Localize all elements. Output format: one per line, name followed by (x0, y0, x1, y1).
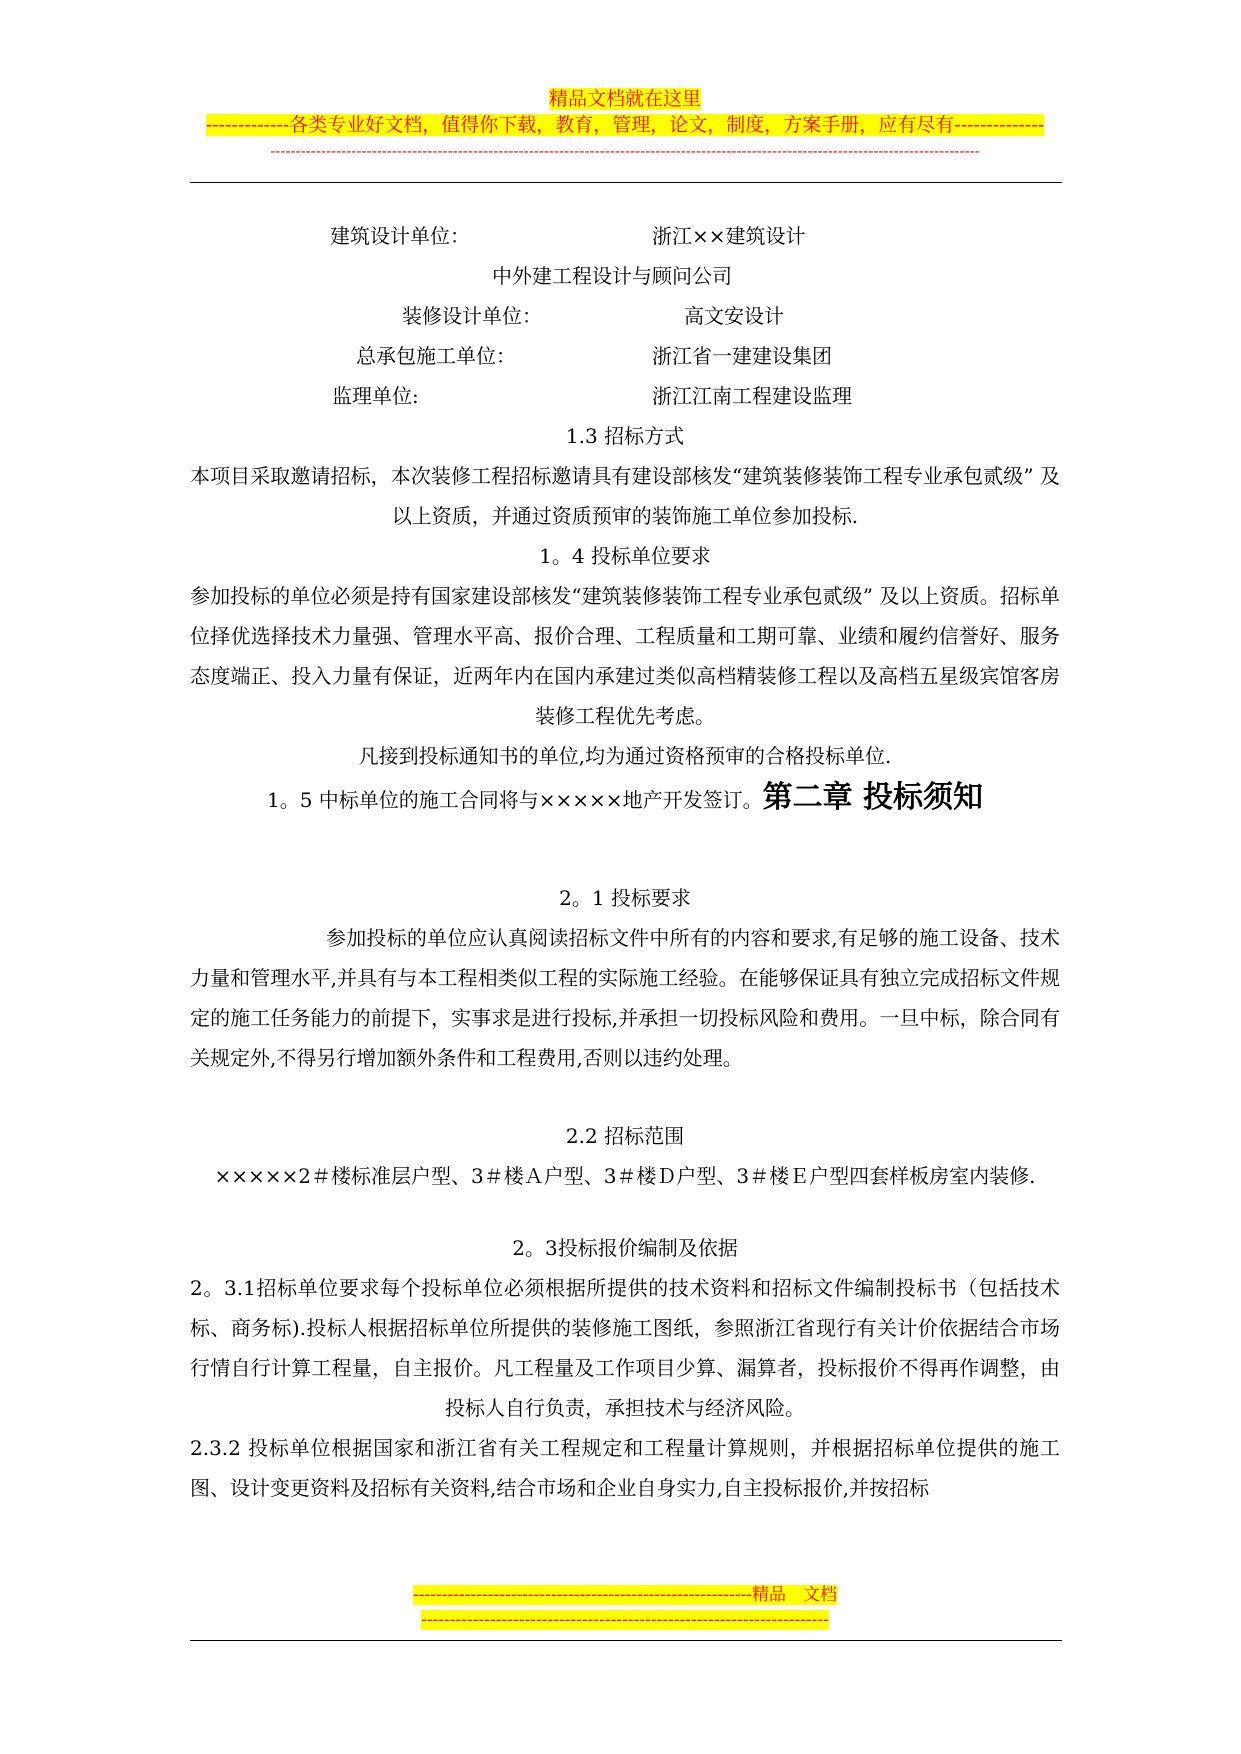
paragraph: 参加投标的单位应认真阅读招标文件中所有的内容和要求,有足够的施工设备、技术力量和管理水平,并具有与本工程相类似工程的实际施工经验。在能够保证具有独立完成招标文件规定的施工任务能力的前提下，实事求是进行投标,并承担一切投标风险和费用。一旦中标，除合同有关规定外,不得另行增加额外条件和工程费用,否则以违约处理。 (190, 926, 1060, 1070)
header-rule (190, 182, 1062, 183)
section-heading: 1。4 投标单位要求 (539, 544, 711, 568)
paragraph: 2.3.2 投标单位根据国家和浙江省有关工程规定和工程量计算规则，并根据招标单位提供的施工图、设计变更资料及招标有关资料,结合市场和企业自身实力,自主投标报价,并按招标 (190, 1436, 1060, 1500)
section-heading: 2。3投标报价编制及依据 (512, 1236, 738, 1260)
header-title: 精品文档就在这里 (548, 88, 701, 110)
paragraph: 本项目采取邀请招标，本次装修工程招标邀请具有建设部核发“建筑装修装饰工程专业承包贰级” 及以上资质，并通过资质预审的装饰施工单位参加投标. (190, 464, 1060, 528)
unit-value: 浙江江南工程建设监理 (652, 384, 852, 408)
unit-label: 建筑设计单位： (330, 224, 470, 248)
unit-value: 中外建工程设计与顾问公司 (492, 264, 732, 288)
contract-line (190, 776, 1060, 822)
document-body (190, 216, 1060, 1508)
footer-rule (190, 1640, 1062, 1641)
header-dash-line: -------------------------------------------------------------------------------------------------------------------------------------------- (270, 142, 980, 160)
unit-row (190, 216, 1060, 256)
unit-row (190, 296, 1060, 336)
paragraph: 2。3.1招标单位要求每个投标单位必须根据所提供的技术资料和招标文件编制投标书（包括技术标、商务标).投标人根据招标单位所提供的装修施工图纸，参照浙江省现行有关计价依据结合市场行情自行计算工程量，自主报价。凡工程量及工作项目少算、漏算者，投标报价不得再作调整，由投标人自行负责，承担技术与经济风险。 (190, 1276, 1060, 1420)
paragraph: 参加投标的单位必须是持有国家建设部核发“建筑装修装饰工程专业承包贰级” 及以上资质。招标单位择优选择技术力量强、管理水平高、报价合理、工程质量和工期可靠、业绩和履约信誉好、服务态度端正、投入力量有保证，近两年内在国内承建过类似高档精装修工程以及高档五星级宾馆客房装修工程优先考虑。 (190, 584, 1060, 728)
unit-row (190, 256, 1060, 296)
paragraph: ×××××2＃楼标准层户型、3＃楼Ａ户型、3＃楼Ｄ户型、3＃楼Ｅ户型四套样板房室内装修. (214, 1164, 1036, 1188)
unit-label: 监理单位: (332, 384, 419, 408)
header-slogan: -------------各类专业好文档，值得你下载，教育，管理，论文，制度，方案手册，应有尽有-------------- (205, 114, 1045, 136)
unit-label: 装修设计单位： (402, 304, 542, 328)
unit-label: 总承包施工单位： (356, 344, 516, 368)
footer-line: -----------------------------------------------------------精品 文档 (413, 1585, 837, 1605)
paragraph: 1。5 中标单位的施工合同将与×××××地产开发签订。 (266, 788, 763, 812)
page-footer (190, 1583, 1060, 1633)
unit-value: 浙江省一建建设集团 (652, 344, 832, 368)
unit-value: 高文安设计 (684, 304, 784, 328)
section-heading: 2。1 投标要求 (559, 886, 691, 910)
unit-row (190, 336, 1060, 376)
unit-row (190, 376, 1060, 416)
page-header (190, 86, 1060, 164)
section-heading: 1.3 招标方式 (565, 424, 685, 448)
paragraph: 凡接到投标通知书的单位,均为通过资格预审的合格投标单位. (358, 744, 892, 768)
footer-dash-line: ----------------------------------------------------------------------- (421, 1610, 829, 1630)
chapter-title: 第二章 投标须知 (762, 780, 984, 815)
section-heading: 2.2 招标范围 (565, 1124, 685, 1148)
unit-value: 浙江××建筑设计 (652, 224, 806, 248)
